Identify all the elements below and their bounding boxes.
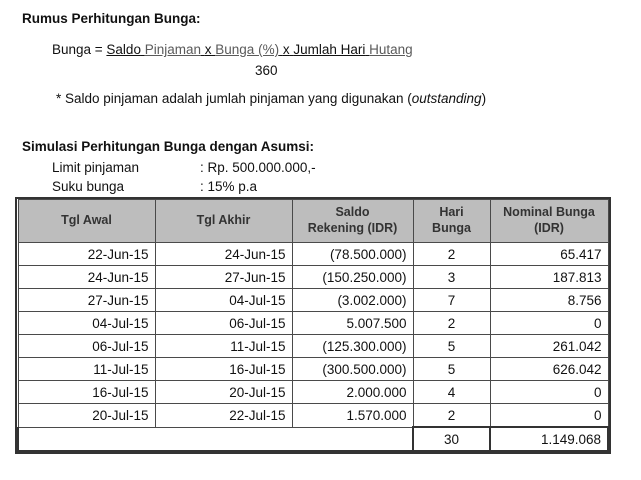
cell-tgl-awal: 16-Jul-15: [18, 381, 155, 404]
cell-hari-bunga: 2: [413, 312, 490, 335]
cell-tgl-akhir: 20-Jul-15: [155, 381, 292, 404]
limit-value: : Rp. 500.000.000,-: [200, 160, 316, 175]
formula-note: [56, 91, 486, 106]
cell-tgl-akhir: 27-Jun-15: [155, 266, 292, 289]
cell-nominal-bunga: 626.042: [490, 358, 608, 381]
formula-numerator: [52, 42, 413, 57]
cell-hari-bunga: 4: [413, 381, 490, 404]
note-suffix: ): [481, 91, 487, 106]
table-total-row: [18, 427, 608, 451]
table-row: [18, 335, 608, 358]
formula-denominator: 360: [255, 63, 278, 78]
total-spacer: [18, 427, 413, 451]
note-prefix: * Saldo pinjaman adalah jumlah pinjaman yang digunakan (: [56, 91, 412, 106]
interest-table: [17, 199, 609, 452]
formula-jumlah-hari: Jumlah Hari: [293, 42, 366, 57]
formula-times-2: x: [282, 42, 290, 57]
cell-tgl-akhir: 22-Jul-15: [155, 404, 292, 428]
cell-hari-bunga: 7: [413, 289, 490, 312]
table-row: [18, 289, 608, 312]
cell-tgl-awal: 22-Jun-15: [18, 243, 155, 266]
cell-tgl-awal: 04-Jul-15: [18, 312, 155, 335]
cell-nominal-bunga: 8.756: [490, 289, 608, 312]
total-interest: 1.149.068: [490, 427, 608, 451]
cell-tgl-awal: 20-Jul-15: [18, 404, 155, 428]
rate-value: : 15% p.a: [200, 179, 258, 194]
cell-tgl-awal: 24-Jun-15: [18, 266, 155, 289]
header-hari-bunga: Hari Bunga: [413, 200, 490, 243]
header-tgl-akhir: Tgl Akhir: [155, 200, 292, 243]
table-row: [18, 404, 608, 428]
cell-tgl-akhir: 16-Jul-15: [155, 358, 292, 381]
formula-hutang: Hutang: [369, 42, 413, 57]
rate-label: Suku bunga: [52, 179, 125, 194]
table-row: [18, 266, 608, 289]
cell-saldo: (125.300.000): [292, 335, 413, 358]
cell-tgl-awal: 11-Jul-15: [18, 358, 155, 381]
cell-hari-bunga: 2: [413, 404, 490, 428]
cell-tgl-akhir: 11-Jul-15: [155, 335, 292, 358]
cell-nominal-bunga: 0: [490, 381, 608, 404]
table-header-row: [18, 200, 608, 243]
cell-nominal-bunga: 187.813: [490, 266, 608, 289]
cell-saldo: (300.500.000): [292, 358, 413, 381]
table-row: [18, 381, 608, 404]
cell-hari-bunga: 5: [413, 335, 490, 358]
cell-saldo: 2.000.000: [292, 381, 413, 404]
cell-hari-bunga: 2: [413, 243, 490, 266]
limit-label: Limit pinjaman: [52, 160, 140, 175]
formula-times-1: x: [204, 42, 212, 57]
cell-saldo: (78.500.000): [292, 243, 413, 266]
cell-nominal-bunga: 261.042: [490, 335, 608, 358]
cell-hari-bunga: 5: [413, 358, 490, 381]
formula-saldo: Saldo: [106, 42, 141, 57]
cell-saldo: 1.570.000: [292, 404, 413, 428]
header-nominal-bunga: Nominal Bunga (IDR): [490, 200, 608, 243]
cell-nominal-bunga: 65.417: [490, 243, 608, 266]
cell-nominal-bunga: 0: [490, 404, 608, 428]
cell-tgl-awal: 27-Jun-15: [18, 289, 155, 312]
table-row: [18, 358, 608, 381]
cell-tgl-akhir: 24-Jun-15: [155, 243, 292, 266]
header-tgl-awal: Tgl Awal: [18, 200, 155, 243]
formula-pinjaman: Pinjaman: [144, 42, 201, 57]
cell-saldo: (3.002.000): [292, 289, 413, 312]
note-italic: outstanding: [411, 91, 482, 106]
table-row: [18, 243, 608, 266]
cell-tgl-awal: 06-Jul-15: [18, 335, 155, 358]
formula-bunga: Bunga (%): [215, 42, 280, 57]
table-row: [18, 312, 608, 335]
cell-nominal-bunga: 0: [490, 312, 608, 335]
cell-saldo: 5.007.500: [292, 312, 413, 335]
cell-tgl-akhir: 04-Jul-15: [155, 289, 292, 312]
formula-heading: Rumus Perhitungan Bunga:: [22, 11, 201, 26]
total-days: 30: [413, 427, 490, 451]
header-saldo: Saldo Rekening (IDR): [292, 200, 413, 243]
simulation-heading: Simulasi Perhitungan Bunga dengan Asumsi:: [22, 139, 315, 154]
formula-lhs: Bunga =: [52, 42, 107, 57]
cell-tgl-akhir: 06-Jul-15: [155, 312, 292, 335]
cell-hari-bunga: 3: [413, 266, 490, 289]
cell-saldo: (150.250.000): [292, 266, 413, 289]
